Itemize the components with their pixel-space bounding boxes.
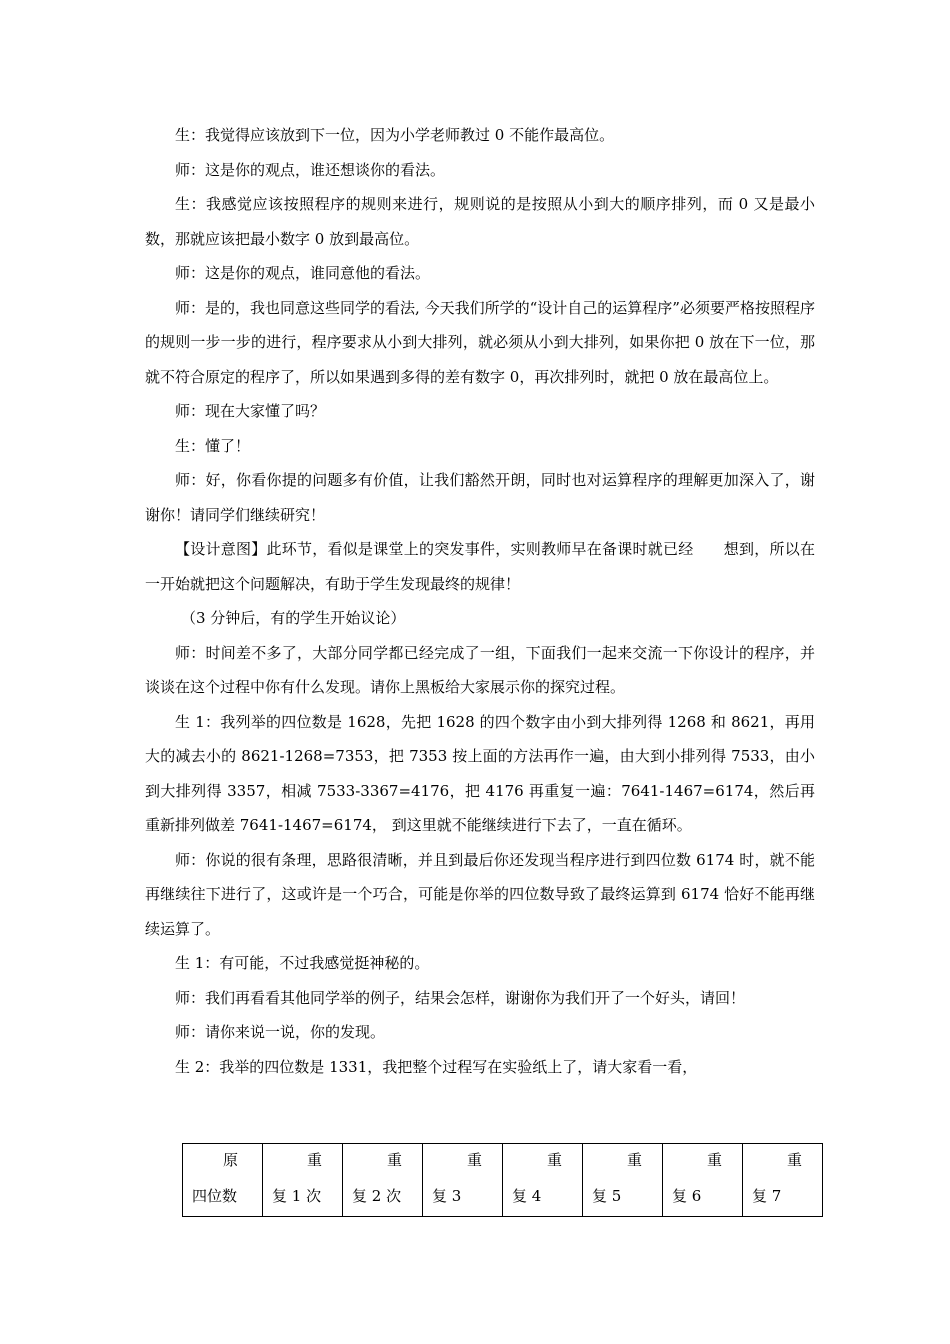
table-cell	[423, 1144, 503, 1217]
table-cell	[343, 1144, 423, 1217]
table-row	[183, 1144, 823, 1217]
table-cell	[743, 1144, 823, 1217]
cell-bottom-text: 复 4	[512, 1187, 542, 1205]
cell-bottom-text: 复 6	[672, 1187, 702, 1205]
paragraph: 师：请你来说一说，你的发现。	[175, 1023, 386, 1041]
paragraph: 生 2：我举的四位数是 1331，我把整个过程写在实验纸上了，请大家看一看，	[175, 1057, 698, 1076]
cell-top-text: 重	[306, 1151, 322, 1169]
cell-bottom-text: 四位数	[192, 1187, 238, 1205]
table-cell	[503, 1144, 583, 1217]
paragraph: 生：懂了！	[175, 436, 251, 455]
design-intent-part1: 【设计意图】此环节，看似是课堂上的突发事件，实则教师早在备课时就已经	[175, 540, 694, 558]
paragraph: 师：是的，我也同意这些同学的看法, 今天我们所学的“设计自己的运算程序”必须要严格按照程序的规则一步一步的进行，程序要求从小到大排列，就必须从小到大排列，如果你把 0 放在下一位，那就不符合原定的程序了，所以如果遇到多得的差有数字 0，再次排列时，就把 0 放在最高位上。	[145, 298, 815, 386]
cell-top-text: 重	[546, 1151, 562, 1169]
paragraph: 师：时间差不多了，大部分同学都已经完成了一组，下面我们一起来交流一下你设计的程序，并谈谈在这个过程中你有什么发现。请你上黑板给大家展示你的探究过程。	[145, 643, 815, 696]
cell-top-text: 重	[786, 1151, 802, 1169]
paragraph: 师：这是你的观点，谁同意他的看法。	[175, 264, 431, 282]
cell-bottom-text: 复 1 次	[272, 1187, 322, 1205]
cell-bottom-text: 复 7	[752, 1187, 782, 1205]
paragraph: 师：现在大家懂了吗？	[175, 402, 326, 420]
process-table	[182, 1143, 823, 1217]
cell-top-text: 重	[466, 1151, 482, 1169]
cell-bottom-text: 复 5	[592, 1187, 622, 1205]
paragraph: （3 分钟后，有的学生开始议论）	[181, 609, 406, 627]
table-cell	[183, 1144, 263, 1217]
cell-bottom-text: 复 3	[432, 1187, 462, 1205]
table-cell	[663, 1144, 743, 1217]
cell-top-text: 重	[706, 1151, 722, 1169]
paragraph: 师：我们再看看其他同学举的例子，结果会怎样，谢谢你为我们开了一个好头，请回！	[175, 988, 746, 1007]
cell-top-text: 原	[223, 1151, 239, 1169]
paragraph: 生 1：有可能，不过我感觉挺神秘的。	[175, 954, 430, 972]
paragraph: 师：好，你看你提的问题多有价值，让我们豁然开朗，同时也对运算程序的理解更加深入了，谢谢你！请同学们继续研究！	[145, 471, 815, 524]
paragraph: 生：我觉得应该放到下一位，因为小学老师教过 0 不能作最高位。	[175, 126, 615, 144]
cell-top-text: 重	[626, 1151, 642, 1169]
table-cell	[263, 1144, 343, 1217]
table-cell	[583, 1144, 663, 1217]
cell-bottom-text: 复 2 次	[352, 1187, 402, 1205]
cell-top-text: 重	[386, 1151, 402, 1169]
paragraph: 生 1：我列举的四位数是 1628，先把 1628 的四个数字由小到大排列得 1268 和 8621，再用大的减去小的 8621-1268=7353，把 7353 按上面的方法再作一遍，由大到小排列得 7533，由小到大排列得 3357，相减 7533-3367=4176，把 4176 再重复一遍：7641-1467=6174，然后再重新排列做差 7641-1467=6174， 到这里就不能继续进行下去了，一直在循环。	[145, 712, 815, 834]
paragraph: 师：你说的很有条理，思路很清晰，并且到最后你还发现当程序进行到四位数 6174 时，就不能再继续往下进行了，这或许是一个巧合，可能是你举的四位数导致了最终运算到 6174 恰好不能再继续运算了。	[145, 850, 815, 938]
design-intent-paragraph	[145, 532, 815, 601]
document-body	[145, 118, 815, 1084]
paragraph: 生：我感觉应该按照程序的规则来进行，规则说的是按照从小到大的顺序排列，而 0 又是最小数，那就应该把最小数字 0 放到最高位。	[145, 195, 815, 248]
design-intent-part2: 想到，所以在一开始就把这个问题解决，有助于学生发现最终的规律！	[145, 540, 815, 593]
paragraph: 师：这是你的观点，谁还想谈你的看法。	[175, 160, 446, 179]
